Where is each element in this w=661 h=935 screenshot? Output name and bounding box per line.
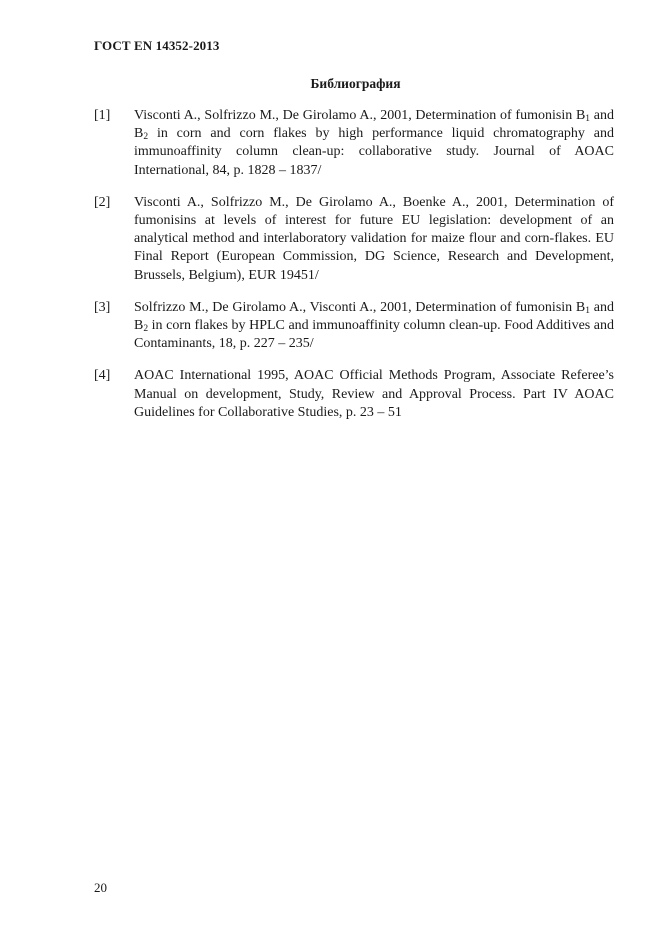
- document-code-header: ГОСТ EN 14352-2013: [94, 38, 220, 53]
- reference-text: Solfrizzo M., De Girolamo A., Visconti A., 2001, Determination of fumonisin $B_1$ and $B_2$ in corn flakes by HPLC and immunoaffinity column clean-up. Food Additives and Contaminants, 18, p. 227 – 235/: [134, 299, 614, 352]
- bibliography-title: Библиография: [310, 76, 401, 91]
- reference-number: [2]: [94, 194, 111, 210]
- reference-item: [94, 367, 614, 422]
- reference-number: [1]: [94, 108, 111, 123]
- reference-text: AOAC International 1995, AOAC Official Methods Program, Associate Referee’s Manual on development, Study, Review and Approval Process. Part IV AOAC Guidelines for Collaborative Studies, p. 23 – 51: [134, 368, 614, 420]
- reference-number: [3]: [94, 299, 111, 315]
- reference-text: Visconti A., Solfrizzo M., De Girolamo A., Boenke A., 2001, Determination of fumonisins at levels of interest for future EU legislation: development of an analytical method and interlaboratory validation for maize flour and corn-flakes. EU Final Report (European Commission, DG Science, Research and Development, Brussels, Belgium), EUR 19451/: [134, 194, 614, 283]
- reference-item: [94, 194, 614, 285]
- reference-number: [4]: [94, 368, 111, 384]
- reference-list: [94, 107, 614, 436]
- page-number: 20: [94, 880, 107, 895]
- reference-text: Visconti A., Solfrizzo M., De Girolamo A., 2001, Determination of fumonisin $B_1$ and $B_2$ in corn and corn flakes by high performance liquid chromatography and immunoaffinity column clean-up: collaborative study. Journal of AOAC International, 84, p. 1828 – 1837/: [134, 108, 614, 178]
- reference-item: [94, 107, 614, 180]
- reference-item: [94, 299, 614, 354]
